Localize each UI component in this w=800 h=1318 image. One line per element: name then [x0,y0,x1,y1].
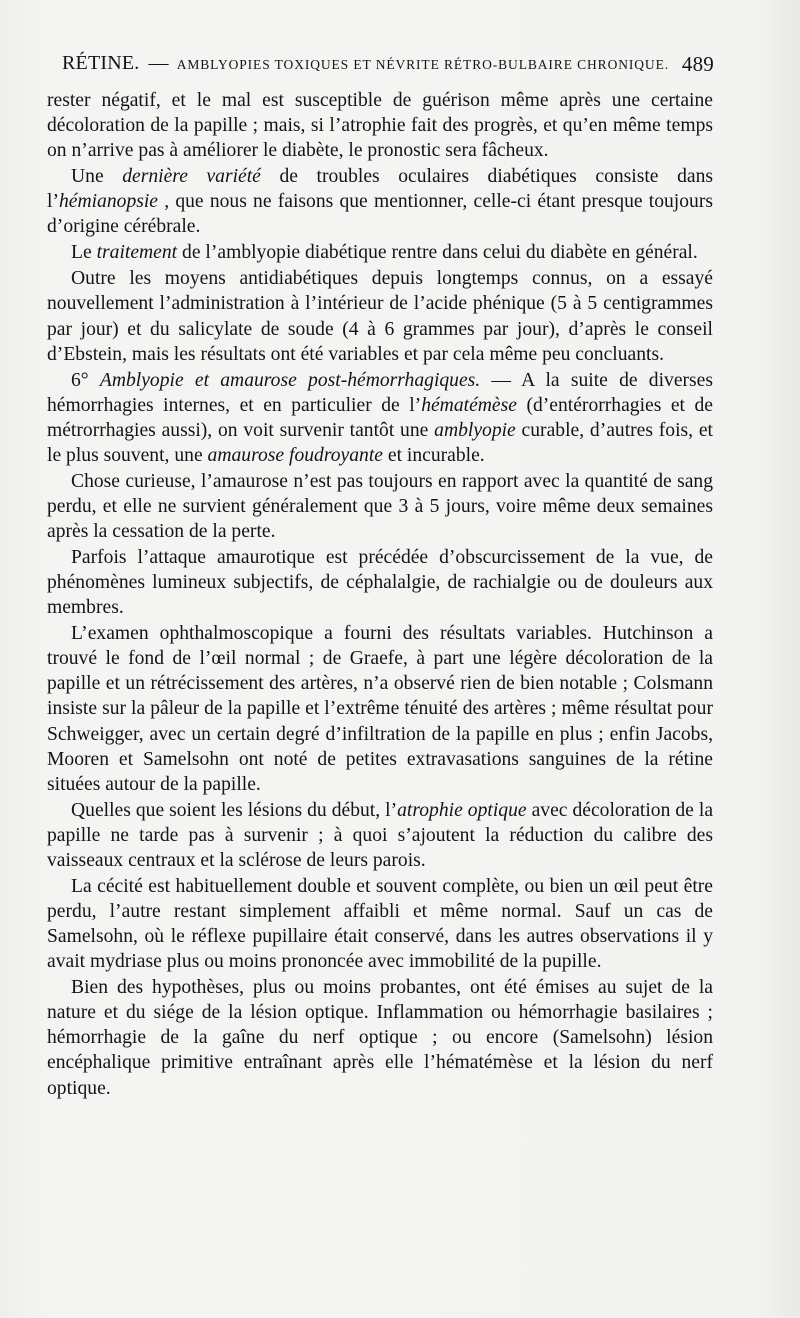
text-run: L’examen ophthalmoscopique a fourni des résultats variables. Hutchinson a trouvé le fond de l’œil normal ; de Graefe, à part une légère décoloration de la papille et un rétrécissement des artères, n’a observé rien de bien notable ; Colsmann insiste sur la pâleur de la papille et l’extrême ténuité des artères ; même résultat pour Schweigger, avec un certain degré d’infiltration de la papille en plus ; enfin Jacobs, Mooren et Samelsohn ont noté de petites extravasations sanguines de la rétine situées autour de la papille. [47,623,713,795]
text-run: Parfois l’attaque amaurotique est précédée d’obscurcissement de la vue, de phénomènes lumineux subjectifs, de céphalalgie, de rachialgie ou de douleurs aux membres. [47,547,713,619]
text-run: curable, d’autres fois, et le plus souvent, une [47,419,714,466]
paragraph [47,164,713,239]
text-run: Chose curieuse, l’amaurose n’est pas toujours en rapport avec la quantité de sang perdu, et elle ne survient généralement que 3 à 5 jours, voire même deux semaines après la cessation de la perte. [47,470,713,543]
text-body [47,88,713,1101]
italic-text: amaurose foudroyante [207,444,383,466]
paragraph [47,975,713,1100]
text-run: La cécité est habituellement double et souvent complète, ou bien un œil peut être perdu, l’autre restant simplement affaibli et même normal. Sauf un cas de Samelsohn, où le réflexe pupillaire était conservé, dans les autres observations il y avait mydriase plus ou moins prononcée avec immobilité de la pupille. [47,875,713,973]
italic-text: amblyopie [434,419,516,441]
italic-text: Amblyopie et amaurose post-hémorrhagiques. [99,369,481,391]
italic-text: dernière variété [122,166,261,188]
italic-text: hémianopsie [58,191,159,213]
text-run: — A la suite de diverses hémorrhagies internes, et en particulier de l’ [47,369,713,416]
paragraph [47,240,713,265]
header-separator: — [148,52,169,74]
text-run: (d’entérorrhagies et de métrorrhagies aussi), on voit survenir tantôt une [47,394,713,441]
text-run: Le [71,242,97,264]
text-run: rester négatif, et le mal est susceptible de guérison même après une certaine décoloration de la papille ; mais, si l’atrophie fait des progrès, et qu’en même temps on n’arrive pas à améliorer le diabète, le pronostic sera fâcheux. [47,90,713,162]
page-number: 489 [681,52,714,76]
running-header [62,52,714,82]
paragraph [47,798,713,873]
text-run: de troubles oculaires diabétiques consiste dans l’ [47,166,713,213]
text-run: Une [71,166,123,188]
running-head [62,52,669,75]
text-run: , que nous ne faisons que mentionner, celle-ci étant presque toujours d’origine cérébrale. [47,191,713,238]
paragraph [47,874,713,974]
italic-text: hématémèse [421,394,517,416]
text-run: 6° [71,369,100,391]
paragraph [47,88,713,163]
paragraph [47,621,713,797]
paragraph [47,545,713,620]
header-section: RÉTINE. [62,52,140,74]
header-subtitle: AMBLYOPIES TOXIQUES ET NÉVRITE RÉTRO-BULBAIRE CHRONIQUE. [176,57,669,72]
text-run: Outre les moyens antidiabétiques depuis longtemps connus, on a essayé nouvellement l’administration à l’intérieur de l’acide phénique (5 à 5 centigrammes par jour) et du salicylate de soude (4 à 6 grammes par jour), d’après le conseil d’Ebstein, mais les résultats ont été variables et par cela même peu concluants. [47,268,713,365]
text-run: Bien des hypothèses, plus ou moins probantes, ont été émises au sujet de la nature et du siége de la lésion optique. Inflammation ou hémorrhagie basilaires ; hémorrhagie de la gaîne du nerf optique ; ou encore (Samelsohn) lésion encéphalique primitive entraînant après elle l’hématémèse et la lésion du nerf optique. [47,977,713,1099]
text-run: et incurable. [382,444,485,466]
text-run: avec décoloration de la papille ne tarde pas à survenir ; à quoi s’ajoutent la réduction du calibre des vaisseaux centraux et la sclérose de leurs parois. [47,799,714,871]
paragraph [47,266,713,366]
paragraph [47,469,713,544]
text-run: de l’amblyopie diabétique rentre dans celui du diabète en général. [177,242,698,264]
text-run: Quelles que soient les lésions du début, l’ [71,799,398,821]
italic-text: atrophie optique [397,799,527,821]
italic-text: traitement [96,242,178,264]
paragraph [47,368,713,468]
